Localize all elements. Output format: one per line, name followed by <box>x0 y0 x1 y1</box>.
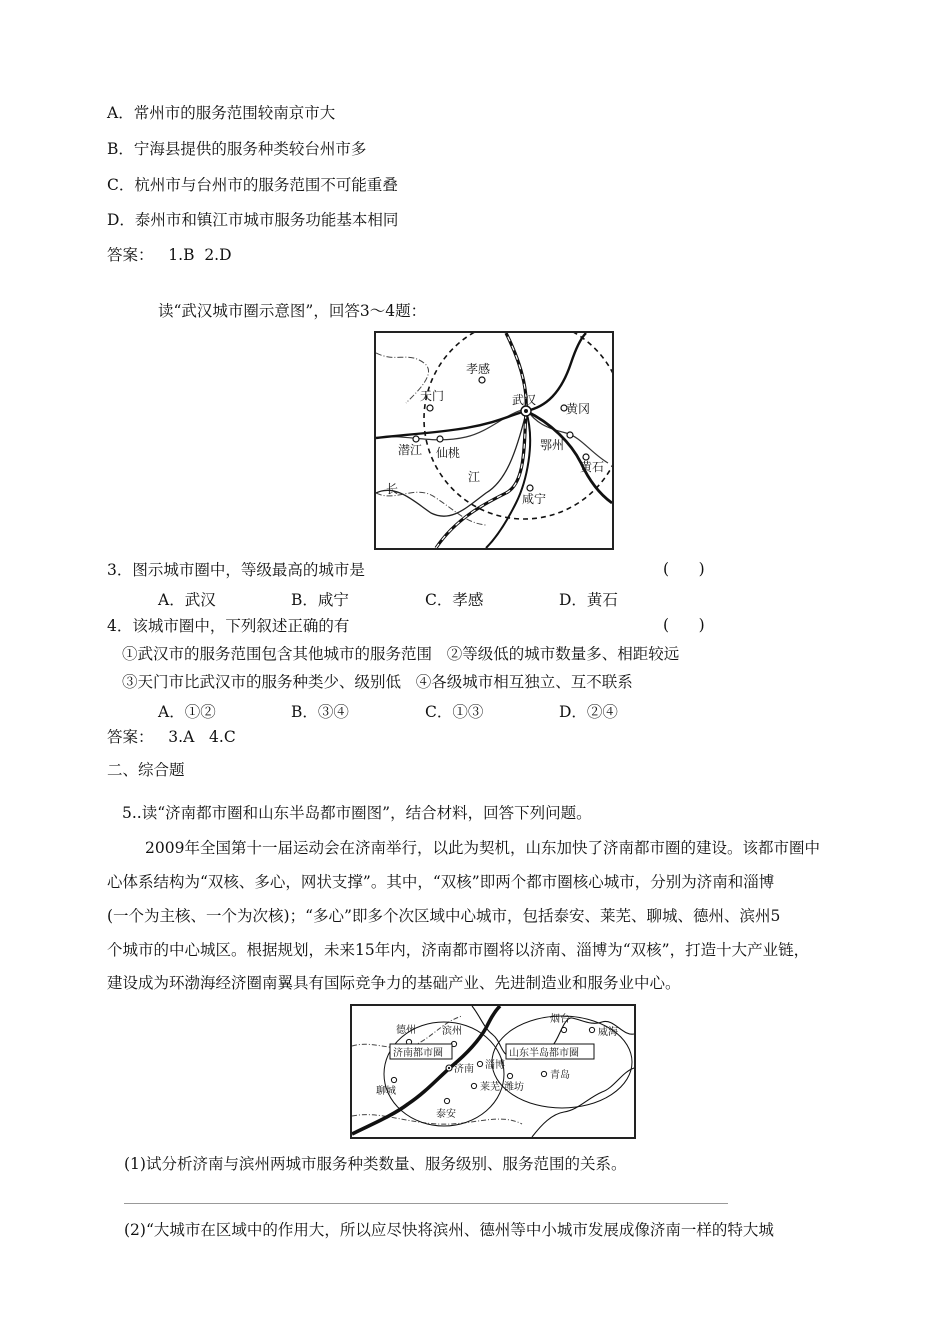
xiaogan-label: 孝感 <box>466 362 491 376</box>
q5-prompt: 5..读“济南都市圈和山东半岛都市圈图”，结合材料，回答下列问题。 <box>122 804 592 822</box>
binzhou-label: 滨州 <box>442 1026 462 1037</box>
xianning-label: 咸宁 <box>522 492 547 506</box>
q3-answer-paren: ( ) <box>663 560 705 578</box>
q5-subquestion-1: (1)试分析济南与滨州两城市服务种类数量、服务级别、服务范围的关系。 <box>124 1155 627 1173</box>
q5-paragraph-line-2: 心体系结构为“双核、多心，网状支撑”。其中，“双核”即两个都市圈核心城市，分别为济南和淄博 <box>107 873 775 891</box>
laiwu-marker <box>471 1083 476 1088</box>
ezhou-marker <box>567 432 573 438</box>
tianmen-marker <box>427 405 433 411</box>
liaocheng-label: 聊城 <box>376 1086 396 1097</box>
xiantao-label: 仙桃 <box>436 446 461 460</box>
qianjiang-marker <box>413 436 419 442</box>
wuhan-marker-dot <box>524 409 528 413</box>
zibo-marker <box>477 1061 482 1066</box>
q5-paragraph-line-4: 个城市的中心城区。根据规划，未来15年内，济南都市圈将以济南、淄博为“双核”，打造十大产业链， <box>107 941 810 959</box>
q4-answer-paren: ( ) <box>663 616 705 634</box>
wuhan-map-figure <box>376 333 612 548</box>
weifang-label: 潍坊 <box>504 1082 524 1093</box>
xiaogan-marker <box>479 377 485 383</box>
railway-east <box>376 333 586 438</box>
xiantao-marker <box>437 436 443 442</box>
dezhou-label: 德州 <box>396 1025 416 1036</box>
section-heading: 二、综合题 <box>107 761 185 779</box>
q3-option-d: D．黄石 <box>559 591 618 609</box>
qingdao-label: 青岛 <box>550 1070 570 1081</box>
q4-statements-1: ①武汉市的服务范围包含其他城市的服务范围 ②等级低的城市数量多、相距较远 <box>122 645 680 663</box>
laiwu-label: 莱芜 <box>480 1082 500 1093</box>
yangtze-river-west <box>376 413 526 516</box>
q4-statements-2: ③天门市比武汉市的服务种类少、级别低 ④各级城市相互独立、互不联系 <box>122 673 633 691</box>
jinan-label: 济南 <box>454 1064 474 1075</box>
jinan-circle-label: 济南都市圈 <box>393 1048 443 1059</box>
option-a: A．常州市的服务范围较南京市大 <box>107 104 336 122</box>
peninsula-circle-label: 山东半岛都市圈 <box>509 1048 579 1059</box>
q3-stem: 3．图示城市圈中，等级最高的城市是 <box>107 561 365 579</box>
answer-1-2: 答案： 1.B 2.D <box>107 246 232 264</box>
zibo-label: 淄博 <box>485 1060 505 1071</box>
weifang-marker <box>507 1073 512 1078</box>
wuhan-city-circle-map <box>374 331 614 550</box>
q5-paragraph-line-5: 建设成为环渤海经济圈南翼具有国际竞争力的基础产业、先进制造业和服务业中心。 <box>107 974 681 992</box>
shandong-city-circle-map <box>350 1004 636 1139</box>
q5-subquestion-2: (2)“大城市在区域中的作用大，所以应尽快将滨州、德州等中小城市发展成像济南一样的特大城 <box>124 1221 774 1239</box>
option-c: C．杭州市与台州市的服务范围不可能重叠 <box>107 176 398 194</box>
ezhou-label: 鄂州 <box>540 438 565 452</box>
yantai-marker <box>561 1027 566 1032</box>
weihai-label: 威海 <box>598 1027 618 1038</box>
q3-option-a: A．武汉 <box>158 591 216 609</box>
yantai-label: 烟台 <box>550 1014 570 1025</box>
q4-stem: 4．该城市圈中，下列叙述正确的有 <box>107 617 350 635</box>
huanggang-label: 黄冈 <box>566 402 591 416</box>
q3-option-c: C．孝感 <box>425 591 484 609</box>
option-d: D．泰州市和镇江市城市服务功能基本相同 <box>107 211 399 229</box>
taian-marker <box>444 1098 449 1103</box>
qianjiang-label: 潜江 <box>398 443 423 457</box>
q5-paragraph-line-3: (一个为主核、一个为次核)；“多心”即多个次区域中心城市，包括泰安、莱芜、聊城、德州、滨州5 <box>107 907 781 925</box>
coastline-south <box>532 1068 634 1137</box>
tianmen-label: 天门 <box>420 389 445 403</box>
jiang-label: 江 <box>468 470 481 484</box>
q5-paragraph-line-1: 2009年全国第十一届运动会在济南举行，以此为契机，山东加快了济南都市圈的建设。该都市圈中 <box>145 839 820 857</box>
read-prompt-wuhan: 读“武汉城市圈示意图”，回答3～4题： <box>158 302 427 320</box>
option-b: B．宁海县提供的服务种类较台州市多 <box>107 140 367 158</box>
q4-option-d: D．②④ <box>559 703 618 721</box>
liaocheng-marker <box>391 1077 396 1082</box>
weihai-marker <box>589 1027 594 1032</box>
wuhan-label: 武汉 <box>512 393 537 407</box>
answer-line <box>124 1203 728 1204</box>
taian-label: 泰安 <box>436 1109 456 1120</box>
qingdao-marker <box>541 1071 546 1076</box>
q3-option-b: B．咸宁 <box>291 591 349 609</box>
huangshi-label: 黄石 <box>580 460 605 474</box>
shandong-map-figure <box>352 1006 634 1137</box>
q4-option-c: C．①③ <box>425 703 484 721</box>
xianning-marker <box>527 485 533 491</box>
q4-option-a: A．①② <box>158 703 216 721</box>
chang-label: 长 <box>386 482 399 496</box>
jinan-marker-dot <box>448 1067 450 1069</box>
answer-3-4: 答案： 3.A 4.C <box>107 728 236 746</box>
q4-option-b: B．③④ <box>291 703 349 721</box>
